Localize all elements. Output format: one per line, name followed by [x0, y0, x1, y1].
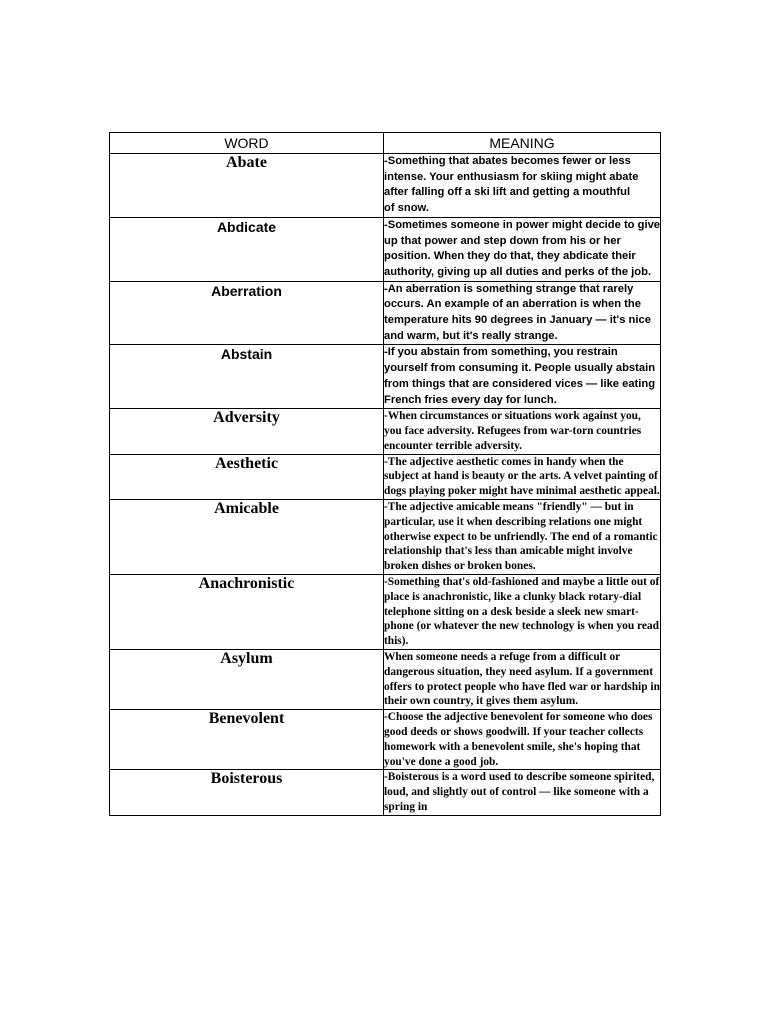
vocab-meaning — [384, 409, 661, 454]
vocab-word: Aberration — [110, 281, 384, 345]
meaning-text: -The adjective amicable means "friendly" — but in particular, use it when describing relations one might otherwise expect to be unfriendly. The end of a romantic relationship that's less than amicable might involve broken dishes or broken bones. — [384, 501, 658, 573]
table-row — [110, 500, 661, 575]
vocab-meaning — [384, 154, 661, 218]
meaning-text: -Choose the adjective benevolent for someone who does good deeds or shows goodwill. If your teacher collects homework with a benevolent smile, she's hoping that you've done a good job. — [384, 711, 653, 768]
vocab-meaning — [384, 770, 661, 815]
vocab-word: Amicable — [110, 500, 384, 575]
table-row — [110, 710, 661, 770]
table-row — [110, 650, 661, 710]
vocab-meaning — [384, 710, 661, 770]
meaning-text: -If you abstain from something, you restrain yourself from consuming it. People usually abstain from things that are considered vices — like eating French fries every day for lunch. — [384, 346, 656, 406]
vocab-meaning — [384, 345, 661, 409]
vocab-meaning — [384, 575, 661, 650]
vocab-word: Benevolent — [110, 710, 384, 770]
word-column-header: WORD — [110, 133, 384, 154]
table-row — [110, 454, 661, 499]
table-row — [110, 575, 661, 650]
vocab-word: Abstain — [110, 345, 384, 409]
meaning-text: -The adjective aesthetic comes in handy when the subject at hand is beauty or the arts. A velvet painting of dogs playing poker might have minimal aesthetic appeal. — [384, 455, 660, 498]
vocab-word: Asylum — [110, 650, 384, 710]
vocab-word: Abate — [110, 154, 384, 218]
table-row — [110, 281, 661, 345]
meaning-text: -Something that abates becomes fewer or less intense. Your enthusiasm for skiing might abate after falling off a ski lift and getting a mouthful of snow. — [384, 155, 639, 215]
vocab-meaning — [384, 454, 661, 499]
vocabulary-table — [109, 132, 661, 816]
meaning-column-header: MEANING — [384, 133, 661, 154]
vocab-word: Boisterous — [110, 770, 384, 815]
vocab-word: Aesthetic — [110, 454, 384, 499]
vocab-word: Abdicate — [110, 217, 384, 281]
meaning-text: -An aberration is something strange that rarely occurs. An example of an aberration is when the temperature hits 90 degrees in January — it's nice and warm, but it's really strange. — [384, 282, 651, 342]
table-row — [110, 345, 661, 409]
table-row — [110, 217, 661, 281]
vocab-word: Anachronistic — [110, 575, 384, 650]
meaning-text: -Something that's old-fashioned and maybe a little out of place is anachronistic, like a clunky black rotary-dial telephone sitting on a desk beside a sleek new smart-phone (or whatever the new technology is when you read this). — [384, 576, 660, 648]
meaning-text: When someone needs a refuge from a difficult or dangerous situation, they need asylum. If a government offers to protect people who have fled war or hardship in their own country, it gives them asylum. — [384, 651, 660, 708]
table-row — [110, 154, 661, 218]
vocab-meaning — [384, 281, 661, 345]
table-header-row — [110, 133, 661, 154]
table-row — [110, 409, 661, 454]
vocab-meaning — [384, 217, 661, 281]
vocab-meaning — [384, 650, 661, 710]
meaning-text: -When circumstances or situations work against you, you face adversity. Refugees from war-torn countries encounter terrible adversity. — [384, 410, 642, 452]
meaning-text: -Boisterous is a word used to describe someone spirited, loud, and slightly out of control — like someone with a spring in — [384, 771, 655, 813]
meaning-text: -Sometimes someone in power might decide to give up that power and step down from his or her position. When they do that, they abdicate their authority, giving up all duties and perks of the job. — [384, 218, 661, 278]
vocab-word: Adversity — [110, 409, 384, 454]
table-row — [110, 770, 661, 815]
vocab-meaning — [384, 500, 661, 575]
